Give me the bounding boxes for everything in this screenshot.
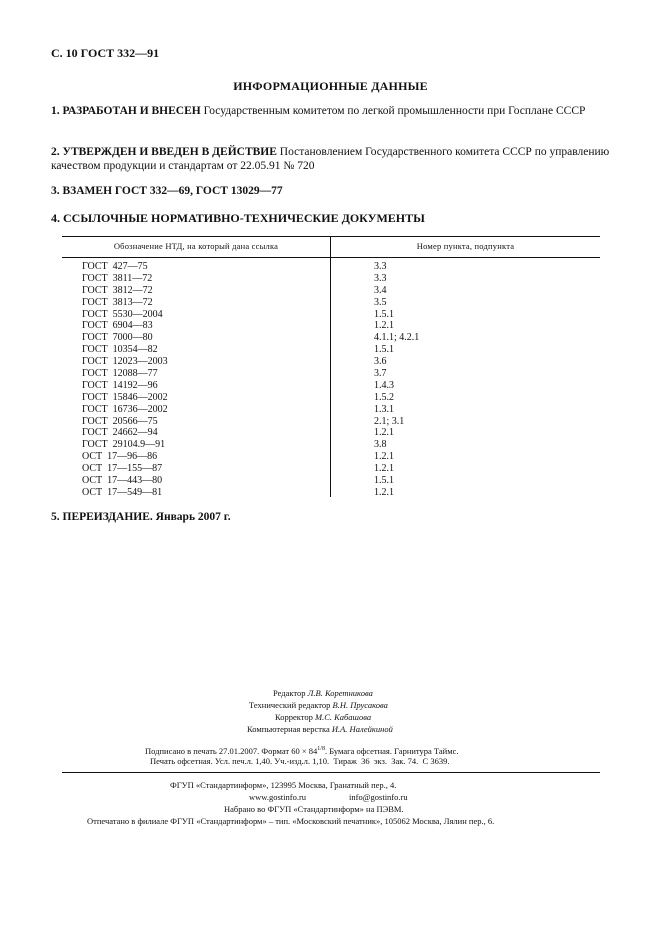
cell-clause: 1.2.1 bbox=[374, 451, 394, 463]
table-row bbox=[62, 368, 600, 380]
section-title: ИНФОРМАЦИОННЫЕ ДАННЫЕ bbox=[233, 79, 428, 93]
credit-layout-name: И.А. Налейкиной bbox=[331, 724, 393, 734]
cell-clause: 1.2.1 bbox=[374, 320, 394, 332]
table-row bbox=[62, 439, 600, 451]
publisher-typeset: Набрано во ФГУП «Стандартинформ» на ПЭВМ. bbox=[224, 804, 404, 814]
item-developed bbox=[51, 104, 611, 118]
table-row bbox=[62, 273, 600, 285]
print-info-text: Подписано в печать 27.01.2007. Формат 60 × 84 bbox=[145, 745, 318, 756]
publisher-site: www.gostinfo.ru bbox=[249, 792, 307, 802]
item-reissue bbox=[51, 510, 611, 524]
print-format-fraction: 1/8 bbox=[317, 746, 325, 752]
table-header bbox=[62, 236, 600, 258]
cell-document: ГОСТ 12088—77 bbox=[82, 368, 158, 380]
column-header-document: Обозначение НТД, на который дана ссылка bbox=[113, 241, 279, 251]
table-row bbox=[62, 487, 600, 499]
cell-clause: 1.2.1 bbox=[374, 486, 394, 498]
cell-document: ГОСТ 14192—96 bbox=[82, 379, 158, 391]
cell-clause: 1.5.1 bbox=[374, 475, 394, 487]
credit-editor-label: Редактор bbox=[273, 688, 308, 698]
table-row bbox=[62, 463, 600, 475]
table-row bbox=[62, 392, 600, 404]
table-row bbox=[62, 285, 600, 297]
cell-document: ГОСТ 10354—82 bbox=[82, 344, 158, 356]
cell-clause: 3.3 bbox=[374, 261, 387, 272]
credit-corrector bbox=[275, 712, 371, 724]
cell-clause: 3.4 bbox=[374, 284, 387, 296]
cell-clause: 1.5.1 bbox=[374, 308, 394, 320]
credit-tech-name: В.Н. Прусакова bbox=[332, 700, 388, 710]
cell-document: ГОСТ 15846—2002 bbox=[82, 391, 168, 403]
cell-document: ОСТ 17—96—86 bbox=[82, 451, 158, 463]
cell-clause: 1.5.1 bbox=[374, 344, 394, 356]
table-row bbox=[62, 404, 600, 416]
table-row bbox=[62, 416, 600, 428]
footer-rule bbox=[62, 772, 600, 773]
table-row bbox=[62, 344, 600, 356]
cell-clause: 3.3 bbox=[374, 272, 387, 284]
table-row bbox=[62, 475, 600, 487]
cell-document: ГОСТ 7000—80 bbox=[82, 332, 153, 344]
cell-document: ГОСТ 427—75 bbox=[82, 261, 148, 272]
cell-clause: 1.3.1 bbox=[374, 403, 394, 415]
print-info-line2: Печать офсетная. Усл. печ.л. 1,40. Уч.-изд.л. 1,10. Тираж 36 экз. Зак. 74. С 3639. bbox=[150, 756, 450, 766]
cell-document: ОСТ 17—155—87 bbox=[82, 463, 163, 475]
column-header-clause: Номер пункта, подпункта bbox=[416, 241, 515, 251]
cell-document: ГОСТ 24662—94 bbox=[82, 427, 158, 439]
item-developed-text: Государственным комитетом по легкой промышленности при Госплане СССР bbox=[200, 105, 586, 117]
table-row bbox=[62, 380, 600, 392]
publisher-email: info@gostinfo.ru bbox=[349, 792, 408, 802]
page-header: С. 10 ГОСТ 332—91 bbox=[51, 46, 160, 60]
cell-clause: 1.4.3 bbox=[374, 379, 394, 391]
print-info-tail: . Бумага офсетная. Гарнитура Таймс. bbox=[324, 745, 459, 756]
cell-document: ГОСТ 3813—72 bbox=[82, 296, 153, 308]
cell-clause: 2.1; 3.1 bbox=[374, 415, 405, 427]
table-row bbox=[62, 332, 600, 344]
table-row bbox=[62, 309, 600, 321]
cell-document: ОСТ 17—443—80 bbox=[82, 475, 163, 487]
table-row bbox=[62, 261, 600, 273]
cell-clause: 3.6 bbox=[374, 356, 387, 368]
credit-layout bbox=[247, 724, 393, 736]
item-approved-text: Постановлением Государственного комитета СССР по управлению качеством продукции и стандартам от 22.05.91 № 720 bbox=[51, 146, 610, 172]
item-approved bbox=[51, 145, 611, 173]
credit-layout-label: Компьютерная верстка bbox=[247, 724, 332, 734]
item-developed-label: 1. РАЗРАБОТАН И ВНЕСЕН bbox=[51, 105, 201, 117]
cell-document: ГОСТ 5530—2004 bbox=[82, 308, 163, 320]
cell-document: ГОСТ 6904—83 bbox=[82, 320, 153, 332]
cell-clause: 1.5.2 bbox=[374, 391, 394, 403]
cell-document: ГОСТ 3812—72 bbox=[82, 284, 153, 296]
table-row bbox=[62, 427, 600, 439]
table-row bbox=[62, 320, 600, 332]
cell-clause: 1.2.1 bbox=[374, 427, 394, 439]
cell-clause: 3.7 bbox=[374, 368, 387, 380]
item-approved-label: 2. УТВЕРЖДЕН И ВВЕДЕН В ДЕЙСТВИЕ bbox=[51, 146, 277, 158]
table-row bbox=[62, 356, 600, 368]
cell-clause: 3.5 bbox=[374, 296, 387, 308]
credit-tech-label: Технический редактор bbox=[249, 700, 333, 710]
cell-document: ГОСТ 3811—72 bbox=[82, 272, 153, 284]
credit-editor bbox=[273, 688, 373, 700]
cell-clause: 3.8 bbox=[374, 439, 387, 451]
cell-document: ОСТ 17—549—81 bbox=[82, 486, 163, 498]
cell-document: ГОСТ 12023—2003 bbox=[82, 356, 168, 368]
cell-document: ГОСТ 16736—2002 bbox=[82, 403, 168, 415]
item-replaces-text: 3. ВЗАМЕН ГОСТ 332—69, ГОСТ 13029—77 bbox=[51, 185, 283, 197]
table-row bbox=[62, 297, 600, 309]
credit-editor-name: Л.В. Коретникова bbox=[307, 688, 373, 698]
table-body bbox=[62, 258, 600, 499]
cell-document: ГОСТ 20566—75 bbox=[82, 415, 158, 427]
item-replaces bbox=[51, 184, 611, 198]
table-row bbox=[62, 451, 600, 463]
item-references: 4. ССЫЛОЧНЫЕ НОРМАТИВНО-ТЕХНИЧЕСКИЕ ДОКУМЕНТЫ bbox=[51, 211, 425, 225]
credit-corrector-name: М.С. Кабашова bbox=[315, 712, 372, 722]
cell-clause: 1.2.1 bbox=[374, 463, 394, 475]
item-reissue-label: 5. ПЕРЕИЗДАНИЕ. bbox=[51, 511, 153, 523]
credit-tech-editor bbox=[249, 700, 388, 712]
cell-clause: 4.1.1; 4.2.1 bbox=[374, 332, 420, 344]
reference-table bbox=[62, 236, 600, 499]
credit-corrector-label: Корректор bbox=[275, 712, 316, 722]
item-reissue-text: Январь 2007 г. bbox=[152, 511, 231, 523]
cell-document: ГОСТ 29104.9—91 bbox=[82, 439, 166, 451]
publisher-address: ФГУП «Стандартинформ», 123995 Москва, Гранатный пер., 4. bbox=[170, 780, 397, 790]
publisher-printed: Отпечатано в филиале ФГУП «Стандартинформ» – тип. «Московский печатник», 105062 Москва, Лялин пер., 6. bbox=[87, 816, 495, 826]
